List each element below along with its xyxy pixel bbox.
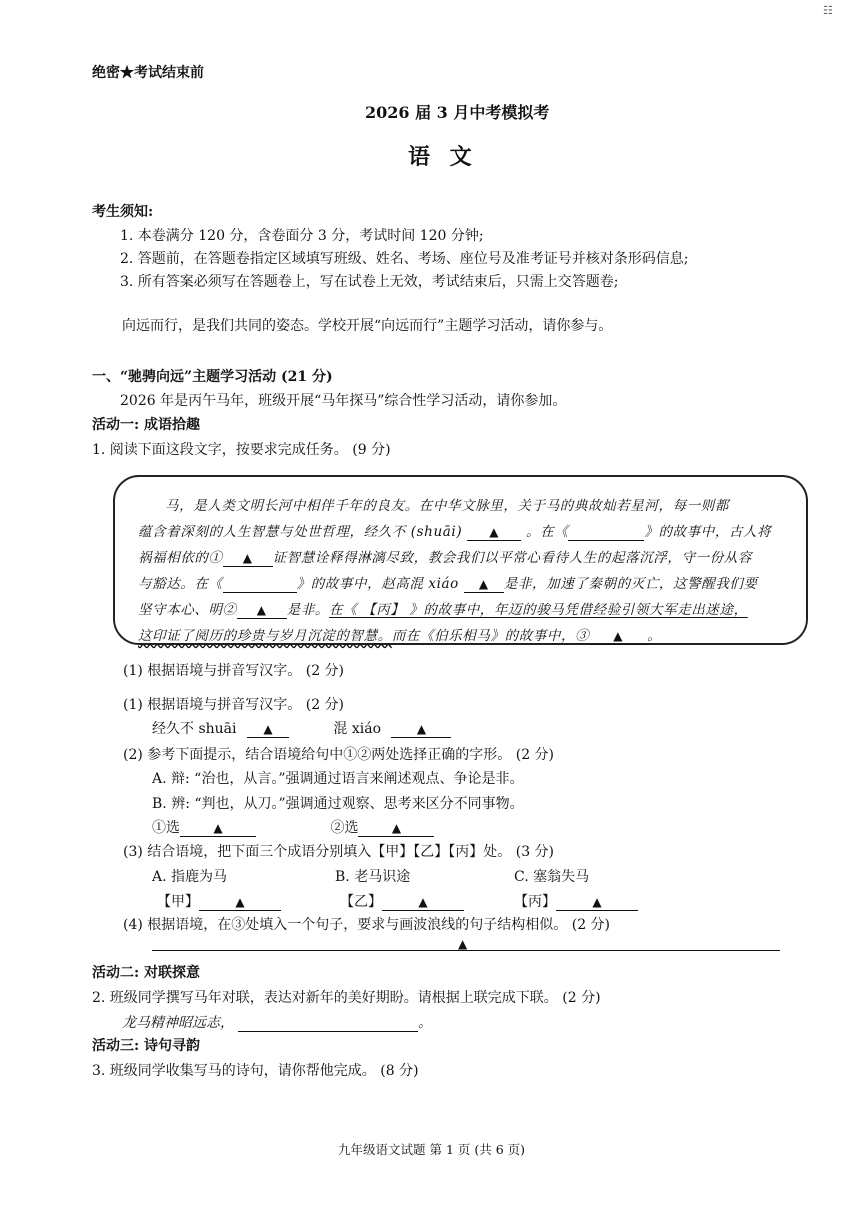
triangle-icon: ▲ <box>263 722 273 736</box>
passage-text: 是非，加速了秦朝的灭亡，这警醒我们要 <box>503 576 758 592</box>
passage-text: 而在《伯乐相马》的故事中，③ <box>391 628 590 644</box>
answer-row <box>514 891 638 911</box>
answer-blank <box>556 894 638 911</box>
passage-text: 是非。 <box>286 602 330 618</box>
subquestion-3: (3) 结合语境，把下面三个成语分别填入【甲】【乙】【丙】处。 (3 分) <box>123 844 555 860</box>
triangle-icon: ▲ <box>592 895 602 909</box>
passage-text: 。在《 <box>526 524 569 540</box>
passage-text: 祸福相依的① <box>138 550 223 566</box>
idiom-b: B. 老马识途 <box>335 869 411 885</box>
subquestion-1: (1) 根据语境与拼音写汉字。 (2 分) <box>123 697 345 713</box>
question-3: 3. 班级同学收集写马的诗句，请你帮他完成。 (8 分) <box>92 1063 419 1079</box>
subquestion-4: (4) 根据语境，在③处填入一个句子，要求与画波浪线的句子结构相似。 (2 分) <box>123 917 611 933</box>
activity-heading: 活动一: 成语拾趣 <box>92 417 201 433</box>
notice-item: 1. 本卷满分 120 分，含卷面分 3 分，考试时间 120 分钟; <box>120 228 484 244</box>
blank-2 <box>237 602 287 619</box>
triangle-icon: ▲ <box>458 937 468 951</box>
triangle-icon: ▲ <box>489 525 500 539</box>
answer-label: ①选 <box>152 820 180 836</box>
section-heading: 一、“驰骋向远”主题学习活动 (21 分) <box>92 369 333 385</box>
notice-item: 3. 所有答案必须写在答题卷上，写在试卷上无效，考试结束后，只需上交答题卷; <box>120 274 619 290</box>
blank-xiao <box>464 576 504 593</box>
subject-title: 语 文 <box>408 144 478 170</box>
period-mark: 。 <box>418 1015 432 1031</box>
triangle-icon: ▲ <box>256 603 267 617</box>
blank-yi <box>223 576 297 593</box>
blank-jia <box>568 524 644 541</box>
answer-row <box>340 891 464 911</box>
blank-1 <box>223 550 273 567</box>
passage-line <box>138 520 771 541</box>
triangle-icon: ▲ <box>391 821 402 835</box>
couplet-row <box>122 1012 432 1032</box>
answer-label: 【丙】 <box>514 894 556 910</box>
passage-text: 》的故事中，赵高混 xiáo <box>296 576 459 592</box>
passage-line <box>138 546 752 567</box>
triangle-icon: ▲ <box>418 895 428 909</box>
answer-blank <box>247 721 289 738</box>
triangle-icon: ▲ <box>613 629 624 643</box>
triangle-icon: ▲ <box>235 895 245 909</box>
answer-row <box>152 817 434 837</box>
subquestion-1-duplicate: (1) 根据语境与拼音写汉字。 (2 分) <box>123 663 345 679</box>
passage-line <box>138 598 748 619</box>
activity-heading: 活动二: 对联探意 <box>92 965 201 981</box>
notice-item: 2. 答题前，在答题卷指定区域填写班级、姓名、考场、座位号及准考证号并核对条形码信息; <box>120 251 689 267</box>
section-desc: 2026 年是丙午马年，班级开展“马年探马”综合性学习活动，请你参加。 <box>120 393 567 409</box>
wavy-sentence: 这印证了阅历的珍贵与岁月沉淀的智慧。 <box>138 628 392 644</box>
passage-line <box>138 572 758 593</box>
exam-title: 2026 届 3 月中考模拟考 <box>365 103 550 122</box>
triangle-icon: ▲ <box>416 722 427 736</box>
passage-text: 坚守本心、明② <box>138 602 237 618</box>
passage-line <box>138 624 661 645</box>
passage-text: 在《 【丙】 》的故事中，年迈的骏马凭借经验引领大军走出迷途， <box>329 602 748 618</box>
triangle-icon: ▲ <box>242 551 253 565</box>
answer-blank <box>358 820 434 837</box>
triangle-icon: ▲ <box>213 821 223 835</box>
question-1: 1. 阅读下面这段文字，按要求完成任务。 (9 分) <box>92 442 391 458</box>
question-2: 2. 班级同学撰写马年对联，表达对新年的美好期盼。请根据上联完成下联。 (2 分) <box>92 990 601 1006</box>
option-b: B. 辨: “判也，从刀。”强调通过观察、思考来区分不同事物。 <box>152 796 524 812</box>
answer-row <box>157 891 281 911</box>
secret-label: 绝密★考试结束前 <box>92 65 204 81</box>
answer-blank <box>180 820 256 837</box>
passage-text: 。 <box>647 628 662 644</box>
idiom-a: A. 指鹿为马 <box>152 869 228 885</box>
notice-heading: 考生须知: <box>92 204 154 220</box>
blank-shuai <box>467 524 521 541</box>
answer-blank <box>391 721 451 738</box>
activity-heading: 活动三: 诗句寻韵 <box>92 1038 201 1054</box>
answer-row <box>152 718 451 738</box>
answer-blank <box>382 894 464 911</box>
answer-label: 【甲】 <box>157 894 199 910</box>
passage-line: 马，是人类文明长河中相伴千年的良友。在中华文脉里，关于马的典故灿若星河，每一则都 <box>165 498 729 514</box>
blank-3 <box>589 628 647 645</box>
idiom-c: C. 塞翁失马 <box>514 869 590 885</box>
intro-text: 向远而行，是我们共同的姿态。学校开展“向远而行”主题学习活动，请你参与。 <box>122 318 613 334</box>
triangle-icon: ▲ <box>478 577 489 591</box>
passage-text: 证智慧诠释得淋漓尽致，教会我们以平常心看待人生的起落沉浮，守一份从容 <box>272 550 753 566</box>
answer-blank <box>199 894 281 911</box>
passage-text: 蕴含着深刻的人生智慧与处世哲理，经久不 (shuāi) <box>138 524 463 540</box>
answer-label: 混 xiáo <box>333 721 382 737</box>
page-footer: 九年级语文试题 第 1 页 (共 6 页) <box>338 1142 526 1157</box>
subquestion-2: (2) 参考下面提示，结合语境给句中①②两处选择正确的字形。 (2 分) <box>123 747 555 763</box>
couplet-upper: 龙马精神昭远志， <box>122 1015 234 1031</box>
answer-label: 【乙】 <box>340 894 382 910</box>
corner-mark-icon: ☷ <box>823 4 833 17</box>
couplet-blank <box>238 1015 418 1032</box>
passage-text: 》的故事中，古人将 <box>644 524 772 540</box>
passage-text: 与豁达。在《 <box>138 576 223 592</box>
answer-label: 经久不 shuāi <box>152 721 237 737</box>
option-a: A. 辩: “治也，从言。”强调通过语言来阐述观点、争论是非。 <box>152 771 524 787</box>
answer-label: ②选 <box>330 820 359 836</box>
